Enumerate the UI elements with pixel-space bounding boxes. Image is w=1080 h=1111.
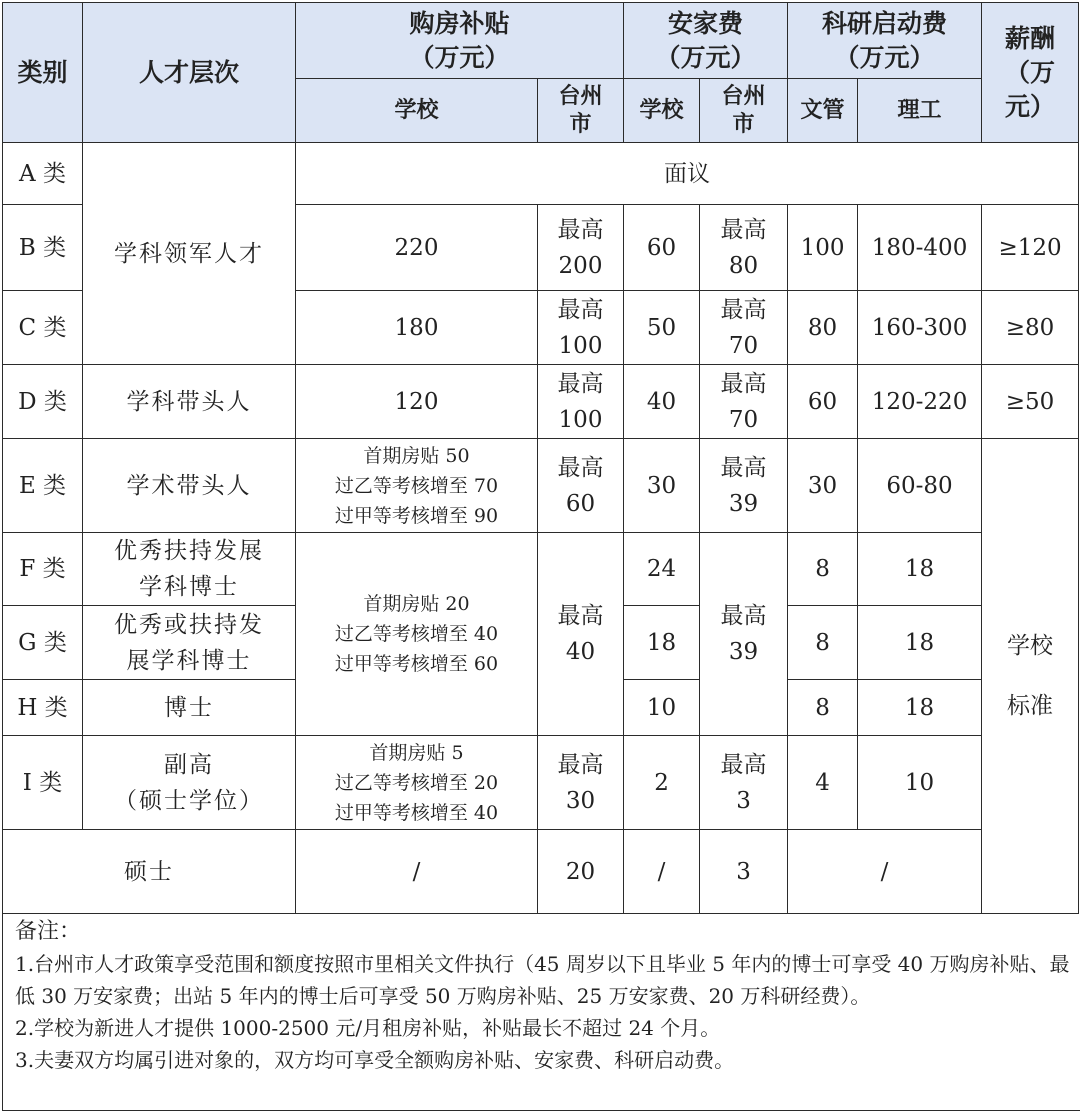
settle-city-cell: 最高 70 [700, 291, 788, 365]
category-cell: G 类 [3, 606, 83, 680]
housing-city-cell: 最高 100 [538, 291, 624, 365]
header-talent-level: 人才层次 [83, 3, 296, 143]
research-science-cell: 18 [858, 533, 982, 606]
header-research-fund: 科研启动费 （万元） [788, 3, 982, 79]
settle-school-cell: 30 [624, 439, 700, 533]
research-science-cell: 18 [858, 680, 982, 736]
settle-school-cell: 24 [624, 533, 700, 606]
settle-school-cell: 50 [624, 291, 700, 365]
category-cell: F 类 [3, 533, 83, 606]
research-arts-cell: 80 [788, 291, 858, 365]
research-arts-cell: 4 [788, 736, 858, 830]
settle-school-cell: / [624, 830, 700, 914]
notes-section [2, 910, 1080, 1111]
research-arts-cell: 100 [788, 205, 858, 291]
research-science-cell: 120-220 [858, 365, 982, 439]
settle-city-cell: 最高 39 [700, 439, 788, 533]
header-settling-city: 台州 市 [700, 79, 788, 143]
research-science-cell: 10 [858, 736, 982, 830]
table-row [3, 736, 1079, 830]
note-3: 3.夫妻双方均属引进对象的，双方均可享受全额购房补贴、安家费、科研启动费。 [15, 1048, 735, 1072]
settle-school-cell: 10 [624, 680, 700, 736]
housing-school-cell: 首期房贴 50 过乙等考核增至 70 过甲等考核增至 90 [296, 439, 538, 533]
research-science-cell: 18 [858, 606, 982, 680]
housing-school-cell: 120 [296, 365, 538, 439]
salary-cell: ≥80 [982, 291, 1079, 365]
category-cell: B 类 [3, 205, 83, 291]
settle-city-cell: 最高 3 [700, 736, 788, 830]
salary-cell: ≥120 [982, 205, 1079, 291]
category-cell: E 类 [3, 439, 83, 533]
salary-school-standard-cell: 学校 标准 [982, 439, 1079, 914]
category-cell: C 类 [3, 291, 83, 365]
research-cell: / [788, 830, 982, 914]
research-science-cell: 180-400 [858, 205, 982, 291]
header-category: 类别 [3, 3, 83, 143]
table-row [3, 143, 1079, 205]
settle-school-cell: 60 [624, 205, 700, 291]
header-research-science: 理工 [858, 79, 982, 143]
master-label-cell: 硕士 [3, 830, 296, 914]
settle-school-cell: 18 [624, 606, 700, 680]
research-arts-cell: 8 [788, 606, 858, 680]
settle-city-cell: 最高 39 [700, 533, 788, 736]
header-housing-school: 学校 [296, 79, 538, 143]
housing-city-cell: 最高 200 [538, 205, 624, 291]
housing-city-cell: 最高 40 [538, 533, 624, 736]
housing-city-cell: 最高 100 [538, 365, 624, 439]
table-row [3, 439, 1079, 533]
housing-city-cell: 最高 30 [538, 736, 624, 830]
settle-city-cell: 最高 80 [700, 205, 788, 291]
talent-level-cell: 优秀或扶持发 展学科博士 [83, 606, 296, 680]
housing-school-cell: 220 [296, 205, 538, 291]
header-research-arts: 文管 [788, 79, 858, 143]
category-cell: H 类 [3, 680, 83, 736]
housing-school-cell: / [296, 830, 538, 914]
header-housing-city: 台州 市 [538, 79, 624, 143]
negotiable-cell: 面议 [296, 143, 1079, 205]
category-cell: I 类 [3, 736, 83, 830]
research-arts-cell: 30 [788, 439, 858, 533]
talent-level-cell: 副高 （硕士学位） [83, 736, 296, 830]
talent-level-cell: 学术带头人 [83, 439, 296, 533]
housing-school-cell: 首期房贴 5 过乙等考核增至 20 过甲等考核增至 40 [296, 736, 538, 830]
talent-level-cell: 学科带头人 [83, 365, 296, 439]
settle-city-cell: 最高 70 [700, 365, 788, 439]
table-row [3, 830, 1079, 914]
category-cell: D 类 [3, 365, 83, 439]
header-settling-school: 学校 [624, 79, 700, 143]
header-settling-fee: 安家费 （万元） [624, 3, 788, 79]
research-arts-cell: 60 [788, 365, 858, 439]
talent-level-cell: 学科领军人才 [83, 143, 296, 365]
settle-school-cell: 40 [624, 365, 700, 439]
housing-city-cell: 20 [538, 830, 624, 914]
category-cell: A 类 [3, 143, 83, 205]
salary-cell: ≥50 [982, 365, 1079, 439]
research-arts-cell: 8 [788, 680, 858, 736]
note-2: 2.学校为新进人才提供 1000-2500 元/月租房补贴，补贴最长不超过 24 个月。 [15, 1016, 721, 1040]
header-housing-subsidy: 购房补贴 （万元） [296, 3, 624, 79]
talent-level-cell: 优秀扶持发展 学科博士 [83, 533, 296, 606]
table-row [3, 533, 1079, 606]
header-salary: 薪酬 （万 元） [982, 3, 1079, 143]
talent-benefits-table [2, 2, 1079, 914]
notes-title: 备注： [15, 919, 82, 944]
research-science-cell: 60-80 [858, 439, 982, 533]
talent-level-cell: 博士 [83, 680, 296, 736]
research-arts-cell: 8 [788, 533, 858, 606]
housing-school-cell: 首期房贴 20 过乙等考核增至 40 过甲等考核增至 60 [296, 533, 538, 736]
note-1: 1.台州市人才政策享受范围和额度按照市里相关文件执行（45 周岁以下且毕业 5 年内的博士可享受 40 万购房补贴、最低 30 万安家费；出站 5 年内的博士后可享受 50 万购房补贴、25 万安家费、20 万科研经费）。 [15, 952, 1070, 1008]
settle-city-cell: 3 [700, 830, 788, 914]
settle-school-cell: 2 [624, 736, 700, 830]
research-science-cell: 160-300 [858, 291, 982, 365]
table-row [3, 365, 1079, 439]
housing-school-cell: 180 [296, 291, 538, 365]
housing-city-cell: 最高 60 [538, 439, 624, 533]
